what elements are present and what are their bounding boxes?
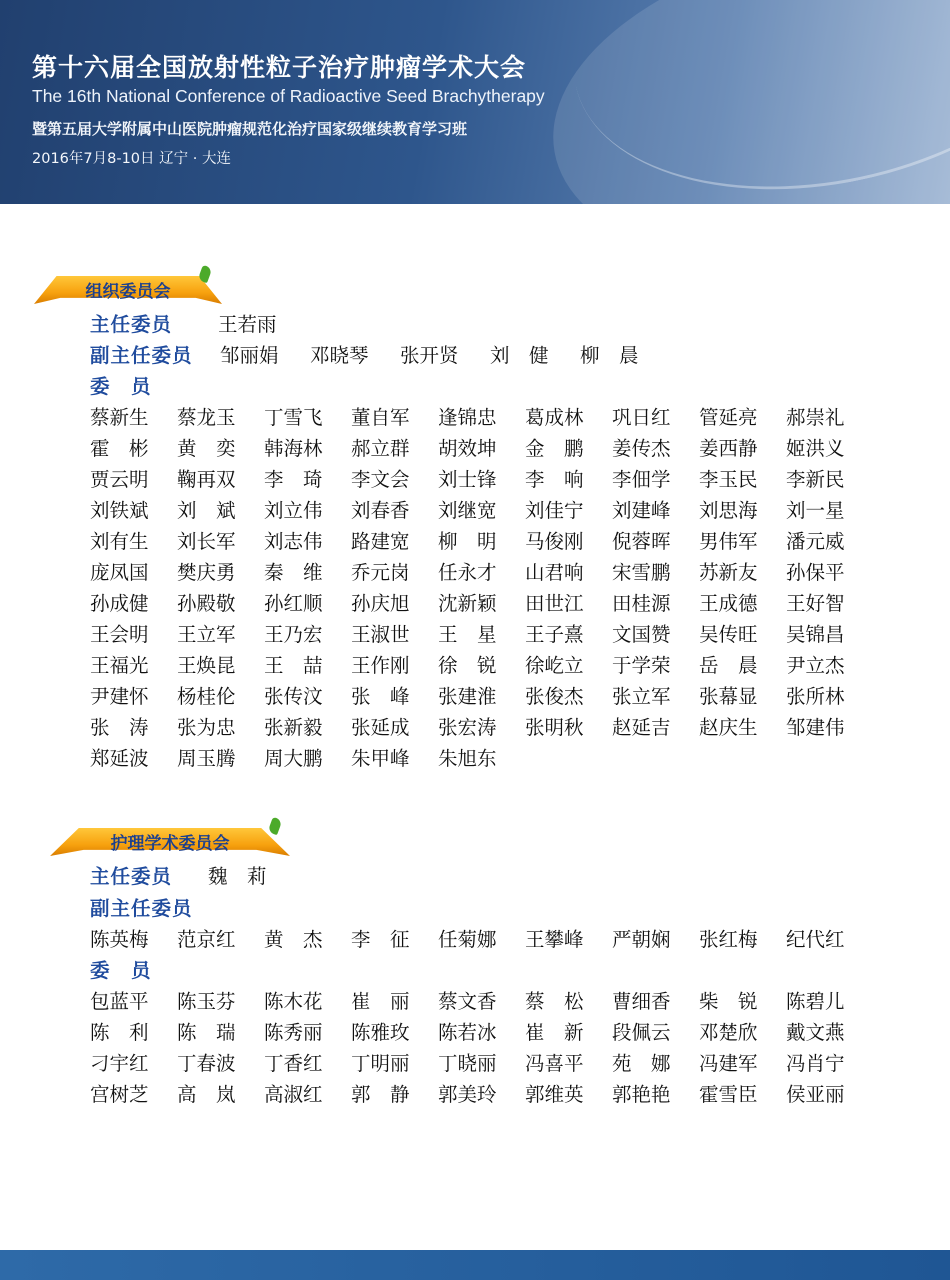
person-name: 郭美玲 (438, 1083, 497, 1106)
person-name: 路建宽 (351, 530, 410, 553)
person-name: 山君响 (525, 561, 584, 584)
person-name: 丁雪飞 (264, 406, 323, 429)
person-name: 王立军 (177, 623, 236, 646)
person-name: 范京红 (177, 928, 236, 951)
person-name: 段佩云 (612, 1021, 671, 1044)
person-name: 刘立伟 (264, 499, 323, 522)
person-name: 陈若冰 (438, 1021, 497, 1044)
person-name: 文国赞 (612, 623, 671, 646)
person-name: 秦 维 (264, 561, 323, 584)
person-name: 李 响 (525, 468, 584, 491)
nursing-committee-title: 护理学术委员会 (110, 834, 230, 854)
person-name: 王攀峰 (525, 928, 584, 951)
person-name: 姜西静 (699, 437, 758, 460)
organizing-committee-title: 组织委员会 (85, 282, 171, 302)
person-name: 王作刚 (351, 654, 410, 677)
person-name: 陈碧儿 (786, 990, 845, 1013)
person-name: 丁明丽 (351, 1052, 410, 1075)
person-name: 王子熹 (525, 623, 584, 646)
conference-date-location: 2016年7月8-10日 辽宁 · 大连 (32, 151, 231, 167)
person-name: 陈 瑞 (177, 1021, 236, 1044)
person-name: 樊庆勇 (177, 561, 236, 584)
person-name: 张宏涛 (438, 716, 497, 739)
person-name: 邓晓琴 (310, 344, 369, 367)
person-name: 郭艳艳 (612, 1083, 671, 1106)
org-chair-name: 王若雨 (218, 313, 277, 336)
person-name: 尹立杰 (786, 654, 845, 677)
person-name: 徐 锐 (438, 654, 497, 677)
person-name: 潘元威 (786, 530, 845, 553)
person-name: 霍雪臣 (699, 1083, 758, 1106)
person-name: 王福光 (90, 654, 149, 677)
person-name: 刘 斌 (177, 499, 236, 522)
person-name: 崔 丽 (351, 990, 410, 1013)
person-name: 田桂源 (612, 592, 671, 615)
person-name: 刘建峰 (612, 499, 671, 522)
person-name: 赵延吉 (612, 716, 671, 739)
person-name: 张传汶 (264, 685, 323, 708)
person-name: 徐屹立 (525, 654, 584, 677)
person-name: 宫树芝 (90, 1083, 149, 1106)
person-name: 王 喆 (264, 654, 323, 677)
person-name: 周大鹏 (264, 747, 323, 770)
person-name: 冯建军 (699, 1052, 758, 1075)
person-name: 陈秀丽 (264, 1021, 323, 1044)
person-name: 胡效坤 (438, 437, 497, 460)
person-name: 刘继宽 (438, 499, 497, 522)
person-name: 周玉腾 (177, 747, 236, 770)
person-name: 戴文燕 (786, 1021, 845, 1044)
person-name: 陈木花 (264, 990, 323, 1013)
nursing-vice-chair-label: 副主任委员 (90, 897, 193, 920)
person-name: 郭 静 (351, 1083, 410, 1106)
person-name: 宋雪鹏 (612, 561, 671, 584)
person-name: 陈雅玫 (351, 1021, 410, 1044)
nursing-chair-label: 主任委员 (90, 865, 173, 888)
person-name: 刁宇红 (90, 1052, 149, 1075)
person-name: 孙成健 (90, 592, 149, 615)
person-name: 刘长军 (177, 530, 236, 553)
person-name: 姬洪义 (786, 437, 845, 460)
person-name: 孙殿敬 (177, 592, 236, 615)
person-name: 张立军 (612, 685, 671, 708)
person-name: 姜传杰 (612, 437, 671, 460)
person-name: 丁春波 (177, 1052, 236, 1075)
person-name: 柳 晨 (580, 344, 639, 367)
footer-bar (0, 1250, 950, 1280)
person-name: 倪蓉晖 (612, 530, 671, 553)
person-name: 刘春香 (351, 499, 410, 522)
person-name: 冯喜平 (525, 1052, 584, 1075)
person-name: 吴锦昌 (786, 623, 845, 646)
person-name: 巩日红 (612, 406, 671, 429)
person-name: 陈 利 (90, 1021, 149, 1044)
person-name: 蔡新生 (90, 406, 149, 429)
nursing-members-label: 委 员 (90, 959, 152, 982)
person-name: 丁香红 (264, 1052, 323, 1075)
person-name: 乔元岗 (351, 561, 410, 584)
person-name: 王焕昆 (177, 654, 236, 677)
person-name: 赵庆生 (699, 716, 758, 739)
person-name: 刘一星 (786, 499, 845, 522)
person-name: 张 峰 (351, 685, 410, 708)
person-name: 于学荣 (612, 654, 671, 677)
person-name: 霍 彬 (90, 437, 149, 460)
person-name: 陈英梅 (90, 928, 149, 951)
person-name: 张建淮 (438, 685, 497, 708)
person-name: 男伟军 (699, 530, 758, 553)
person-name: 李新民 (786, 468, 845, 491)
person-name: 郑延波 (90, 747, 149, 770)
person-name: 高 岚 (177, 1083, 236, 1106)
person-name: 蔡文香 (438, 990, 497, 1013)
person-name: 丁晓丽 (438, 1052, 497, 1075)
person-name: 管延亮 (699, 406, 758, 429)
person-name: 葛成林 (525, 406, 584, 429)
person-name: 邹建伟 (786, 716, 845, 739)
person-name: 张所林 (786, 685, 845, 708)
person-name: 朱甲峰 (351, 747, 410, 770)
person-name: 任永才 (438, 561, 497, 584)
conference-header (0, 0, 950, 204)
person-name: 王好智 (786, 592, 845, 615)
person-name: 苑 娜 (612, 1052, 671, 1075)
person-name: 高淑红 (264, 1083, 323, 1106)
person-name: 沈新颖 (438, 592, 497, 615)
person-name: 冯肖宁 (786, 1052, 845, 1075)
person-name: 朱旭东 (438, 747, 497, 770)
person-name: 庞凤国 (90, 561, 149, 584)
person-name: 邹丽娟 (220, 344, 279, 367)
person-name: 刘志伟 (264, 530, 323, 553)
org-chair-label: 主任委员 (90, 313, 173, 336)
person-name: 岳 晨 (699, 654, 758, 677)
person-name: 张明秋 (525, 716, 584, 739)
person-name: 张新毅 (264, 716, 323, 739)
person-name: 鞠再双 (177, 468, 236, 491)
person-name: 刘佳宁 (525, 499, 584, 522)
person-name: 韩海林 (264, 437, 323, 460)
person-name: 任菊娜 (438, 928, 497, 951)
person-name: 吴传旺 (699, 623, 758, 646)
person-name: 尹建怀 (90, 685, 149, 708)
person-name: 陈玉芬 (177, 990, 236, 1013)
person-name: 李玉民 (699, 468, 758, 491)
person-name: 刘 健 (490, 344, 549, 367)
person-name: 张开贤 (400, 344, 459, 367)
person-name: 田世江 (525, 592, 584, 615)
person-name: 董自军 (351, 406, 410, 429)
person-name: 张红梅 (699, 928, 758, 951)
person-name: 郝崇礼 (786, 406, 845, 429)
person-name: 侯亚丽 (786, 1083, 845, 1106)
person-name: 崔 新 (525, 1021, 584, 1044)
person-name: 郭维英 (525, 1083, 584, 1106)
person-name: 王淑世 (351, 623, 410, 646)
person-name: 严朝娴 (612, 928, 671, 951)
person-name: 李文会 (351, 468, 410, 491)
person-name: 李 琦 (264, 468, 323, 491)
person-name: 郝立群 (351, 437, 410, 460)
person-name: 刘铁斌 (90, 499, 149, 522)
nursing-committee-banner (50, 818, 290, 856)
person-name: 苏新友 (699, 561, 758, 584)
org-members-label: 委 员 (90, 375, 152, 398)
person-name: 金 鹏 (525, 437, 584, 460)
org-vice-chair-label: 副主任委员 (90, 344, 193, 367)
person-name: 刘有生 (90, 530, 149, 553)
person-name: 李佃学 (612, 468, 671, 491)
person-name: 柴 锐 (699, 990, 758, 1013)
person-name: 柳 明 (438, 530, 497, 553)
person-name: 孙红顺 (264, 592, 323, 615)
person-name: 王会明 (90, 623, 149, 646)
person-name: 马俊刚 (525, 530, 584, 553)
person-name: 纪代红 (786, 928, 845, 951)
person-name: 曹细香 (612, 990, 671, 1013)
person-name: 孙庆旭 (351, 592, 410, 615)
conference-english-title: The 16th National Conference of Radioactive Seed Brachytherapy (32, 86, 545, 106)
person-name: 王 星 (438, 623, 497, 646)
organizing-committee-banner (34, 266, 222, 304)
person-name: 张幕显 (699, 685, 758, 708)
person-name: 黄 杰 (264, 928, 323, 951)
person-name: 邓楚欣 (699, 1021, 758, 1044)
nursing-chair-name: 魏 莉 (208, 865, 267, 888)
person-name: 贾云明 (90, 468, 149, 491)
conference-title: 第十六届全国放射性粒子治疗肿瘤学术大会 (32, 53, 527, 82)
person-name: 杨桂伦 (177, 685, 236, 708)
person-name: 王成德 (699, 592, 758, 615)
person-name: 李 征 (351, 928, 410, 951)
person-name: 王乃宏 (264, 623, 323, 646)
person-name: 孙保平 (786, 561, 845, 584)
person-name: 张延成 (351, 716, 410, 739)
person-name: 黄 奕 (177, 437, 236, 460)
person-name: 张俊杰 (525, 685, 584, 708)
person-name: 刘士锋 (438, 468, 497, 491)
conference-subtitle: 暨第五届大学附属中山医院肿瘤规范化治疗国家级继续教育学习班 (32, 120, 468, 138)
person-name: 张 涛 (90, 716, 149, 739)
person-name: 张为忠 (177, 716, 236, 739)
person-name: 包蓝平 (90, 990, 149, 1013)
person-name: 蔡龙玉 (177, 406, 236, 429)
person-name: 蔡 松 (525, 990, 584, 1013)
person-name: 刘思海 (699, 499, 758, 522)
person-name: 逢锦忠 (438, 406, 497, 429)
